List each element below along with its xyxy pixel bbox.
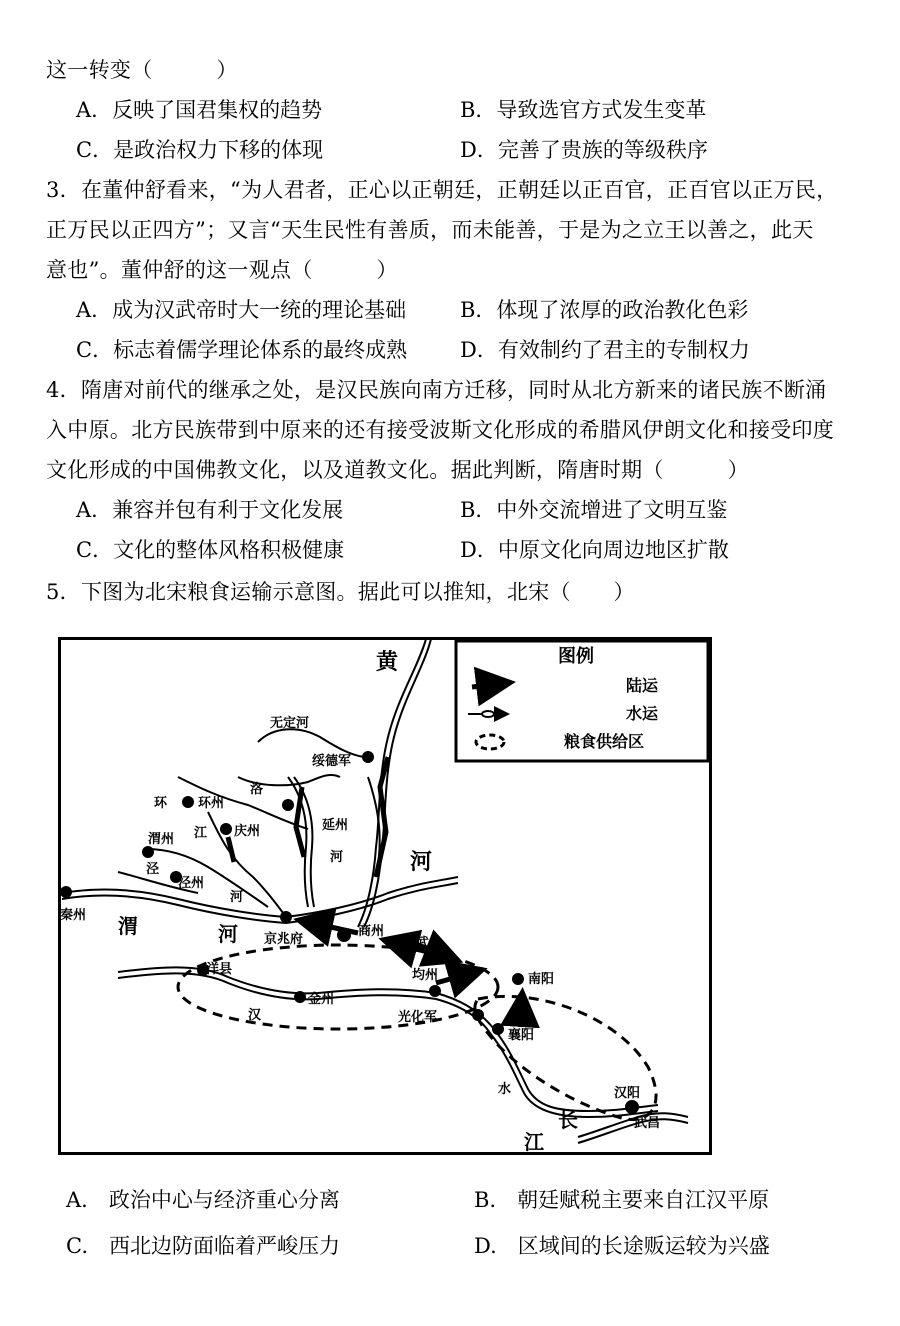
q2-stem-tail: 这一转变（ ） xyxy=(46,58,238,82)
q4-stem-line3: 文化形成的中国佛教文化，以及道教文化。据此判断，隋唐时期（ ） xyxy=(46,458,749,482)
q3-option-d: D．有效制约了君主的专制权力 xyxy=(460,338,750,362)
q3-option-c: C．标志着儒学理论体系的最终成熟 xyxy=(76,338,408,362)
label-jiang: 江 xyxy=(524,1130,544,1154)
q5-stem: 5．下图为北宋粮食运输示意图。据此可以推知，北宋（ ） xyxy=(46,580,635,604)
q4-option-c: C．文化的整体风格积极健康 xyxy=(76,538,345,562)
label-yanzhou: 延州 xyxy=(322,818,349,833)
label-suide: 绥德军 xyxy=(312,754,352,769)
label-luo: 洛 xyxy=(250,782,264,797)
label-he-wei: 河 xyxy=(218,922,238,946)
legend-land-label: 陆运 xyxy=(626,676,659,695)
q2-option-c: C．是政治权力下移的体现 xyxy=(76,138,324,162)
q5-option-b: B. 朝廷赋税主要来自江汉平原 xyxy=(474,1188,770,1212)
label-wuding: 无定河 xyxy=(270,716,310,731)
label-shangzhou: 商州 xyxy=(358,924,385,939)
q4-stem-line1: 4．隋唐对前代的继承之处，是汉民族向南方迁移，同时从北方新来的诸民族不断涌 xyxy=(46,378,827,402)
label-he-small2: 河 xyxy=(230,890,244,905)
label-nanyang: 南阳 xyxy=(528,972,555,987)
q2-option-b: B．导致选官方式发生变革 xyxy=(460,98,707,122)
q3-stem-line2: 正万民以正四方”；又言“天生民性有善质，而未能善，于是为之立王以善之，此天 xyxy=(46,218,814,242)
legend-supply-label: 粮食供给区 xyxy=(564,732,645,751)
q4-option-a: A．兼容并包有利于文化发展 xyxy=(76,498,344,522)
q4-option-d: D．中原文化向周边地区扩散 xyxy=(460,538,729,562)
q3-option-a: A．成为汉武帝时大一统的理论基础 xyxy=(76,298,407,322)
q2-option-d: D．完善了贵族的等级秩序 xyxy=(460,138,708,162)
legend-title: 图例 xyxy=(558,646,594,667)
q3-stem-line3: 意也”。董仲舒的这一观点（ ） xyxy=(46,258,398,282)
label-han: 汉 xyxy=(248,1008,262,1023)
label-yangxian: 洋县 xyxy=(206,962,233,977)
label-guanghua: 光化军 xyxy=(398,1010,438,1025)
label-hanyang: 汉阳 xyxy=(614,1086,641,1101)
label-weizhou: 渭州 xyxy=(148,832,175,847)
q4-stem-line2: 入中原。北方民族带到中原来的还有接受波斯文化形成的希腊风伊朗文化和接受印度 xyxy=(46,418,835,442)
q3-option-b: B．体现了浓厚的政治教化色彩 xyxy=(460,298,749,322)
label-shui: 水 xyxy=(498,1082,512,1097)
label-chang: 长 xyxy=(558,1108,578,1132)
label-wuguan: 武关 xyxy=(416,936,443,951)
label-qingzhou: 庆州 xyxy=(234,824,261,839)
label-jing: 泾 xyxy=(146,862,160,877)
q5-option-a: A. 政治中心与经济重心分离 xyxy=(66,1188,340,1212)
q5-option-c: C. 西北边防面临着严峻压力 xyxy=(66,1234,340,1258)
label-junzhou: 均州 xyxy=(412,968,439,983)
label-wuchang: 武昌 xyxy=(634,1116,661,1131)
q5-option-d: D. 区域间的长途贩运较为兴盛 xyxy=(474,1234,770,1258)
q3-stem-line1: 3．在董仲舒看来，“为人君者，正心以正朝廷，正朝廷以正百官，正百官以正万民， xyxy=(46,178,838,202)
label-he-river: 河 xyxy=(410,850,433,875)
label-jiang-small: 江 xyxy=(194,826,208,841)
label-jingzhao: 京兆府 xyxy=(264,932,304,947)
label-huanzhou: 环州 xyxy=(198,796,225,811)
label-qinzhou: 秦州 xyxy=(60,908,87,923)
label-wei: 渭 xyxy=(118,914,138,938)
song-grain-transport-map xyxy=(58,637,712,1155)
q2-option-a: A．反映了国君集权的趋势 xyxy=(76,98,323,122)
map-legend xyxy=(456,641,708,761)
q4-option-b: B．中外交流增进了文明互鉴 xyxy=(460,498,728,522)
legend-water-label: 水运 xyxy=(626,704,659,723)
label-jinzhou: 金州 xyxy=(308,992,335,1007)
label-huang: 黄 xyxy=(376,650,399,675)
label-huan: 环 xyxy=(154,796,168,811)
label-xiangyang: 襄阳 xyxy=(508,1028,535,1043)
label-he-small: 河 xyxy=(330,850,344,865)
label-jingzhou: 泾州 xyxy=(178,876,205,891)
